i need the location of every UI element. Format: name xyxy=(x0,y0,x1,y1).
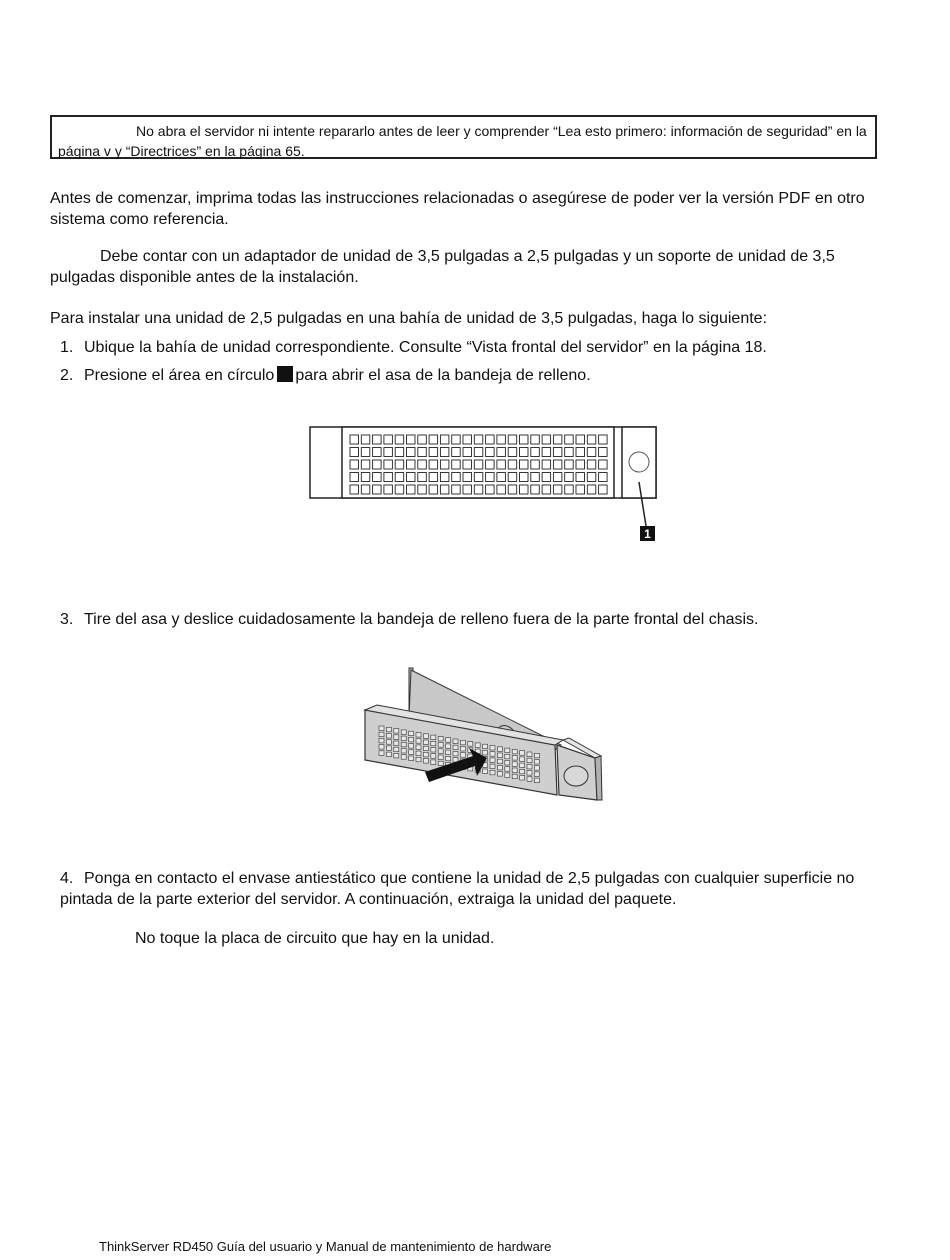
step-text-before: Presione el área en círculo xyxy=(84,367,275,384)
callout-1-label: 1 xyxy=(644,527,651,541)
step-text: Ponga en contacto el envase antiestático que contiene la unidad de 2,5 pulgadas con cualquier superficie no pintada de la parte exterior del servidor. A continuación, extraiga la unidad del paquete. xyxy=(60,870,855,908)
requirement-text: Debe contar con un adaptador de unidad de 3,5 pulgadas a 2,5 pulgadas y un soporte de unidad de 3,5 pulgadas disponible antes de la instalación. xyxy=(50,248,835,286)
requirement-paragraph xyxy=(50,246,890,288)
step-3 xyxy=(60,609,880,630)
safety-notice-box xyxy=(50,115,877,159)
procedure-lead: Para instalar una unidad de 2,5 pulgadas en una bahía de unidad de 3,5 pulgadas, haga lo siguiente: xyxy=(50,310,768,327)
filler-tray-front-illustration xyxy=(300,420,670,550)
step-1 xyxy=(60,337,880,358)
filler-tray-removal-illustration xyxy=(355,660,615,810)
intro-paragraph: Antes de comenzar, imprima todas las instrucciones relacionadas o asegúrese de poder ver la versión PDF en otro sistema como referencia. xyxy=(50,190,865,228)
step-4 xyxy=(60,868,880,910)
step-text: Tire del asa y deslice cuidadosamente la bandeja de relleno fuera de la parte frontal del chasis. xyxy=(84,611,759,628)
step-text-after: para abrir el asa de la bandeja de relleno. xyxy=(295,367,591,384)
step-number: 4. xyxy=(60,870,74,887)
step-4-note: No toque la placa de circuito que hay en la unidad. xyxy=(135,930,495,947)
safety-notice-text: No abra el servidor ni intente repararlo antes de leer y comprender “Lea esto primero: información de seguridad” en la página v y “Directrices” en la página 65. xyxy=(58,123,867,159)
page-footer: ThinkServer RD450 Guía del usuario y Manual de mantenimiento de hardware xyxy=(99,1239,552,1254)
step-number: 1. xyxy=(60,339,74,356)
vent-grid xyxy=(350,435,607,494)
step-number: 2. xyxy=(60,367,74,384)
step-text: Ubique la bahía de unidad correspondiente. Consulte “Vista frontal del servidor” en la página 18. xyxy=(84,339,767,356)
step-number: 3. xyxy=(60,611,74,628)
step-2 xyxy=(60,365,880,386)
callout-marker-icon xyxy=(277,366,293,382)
